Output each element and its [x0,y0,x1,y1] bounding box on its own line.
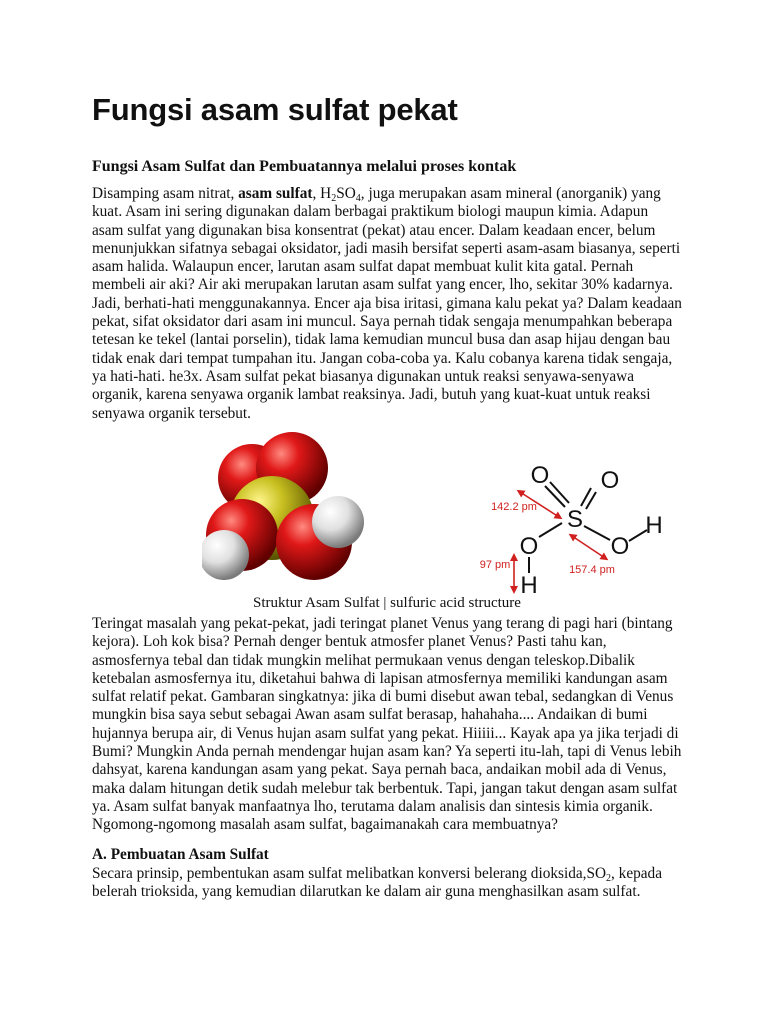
article-subtitle: Fungsi Asam Sulfat dan Pembuatannya melalui proses kontak [92,158,517,175]
label-dist-so2: 157.4 pm [569,564,615,576]
molecule-figure [202,430,682,600]
hydrogen-atom-right [312,496,364,548]
intro-formula-sub1: 2 [331,193,337,204]
pembuatan-text-before: Secara prinsip, pembentukan asam sulfat melibatkan konversi belerang dioksida,SO [92,865,607,882]
label-o-top-left: O [530,462,550,489]
paragraph-intro [92,185,682,423]
intro-bold-term: asam sulfat [238,185,313,202]
label-o-top-right: O [600,467,620,494]
pembuatan-sub: 2 [606,873,612,884]
paragraph-venus: Teringat masalah yang pekat-pekat, jadi teringat planet Venus yang terang di pagi hari (bintang kejora). Loh kok bisa? Pernah denger bentuk atmosfer planet Venus? Pasti tahu kan, asmosfernya tebal dan tidak mungkin melihat permukaan venus dengan teleskop.Dibalik ketebalan asmosfernya itu, diketahui bahwa di lapisan atmosfernya memiliki kandungan asam sulfat relatif pekat. Gambaran singkatnya: jika di bumi disebut awan tebal, sedangkan di Venus mungkin bisa saya sebut sebagai Awan asam sulfat berasap, hahahaha.... Andaikan di bumi hujannya berupa air, di Venus hujan asam sulfat yang pekat. Hiiiii... Kayak apa ya jika terjadi di Bumi? Mungkin Anda pernah mendengar hujan asam kan? Ya seperti itu-lah, tapi di Venus lebih dahsyat, karena kandungan asam yang pekat. Saya pernah baca, andaikan mobil ada di Venus, maka dalam hitungan detik sudah melebur tak berbentuk. Tapi, jangan takut dengan asam sulfat ya. Asam sulfat banyak manfaatnya lho, terutama dalam analisis dan sintesis kimia organik. Ngomong-ngomong masalah asam sulfat, bagaimanakah cara membuatnya? [92,615,682,834]
label-dist-oh: 97 pm [479,559,511,571]
pembuatan-text-after: , kepada belerah trioksida, yang kemudian dilarutkan ke dalam air guna menghasilkan asam sulfat. [92,865,662,901]
paragraph-pembuatan [92,865,682,902]
figure-caption: Struktur Asam Sulfat | sulfuric acid structure [253,595,521,611]
label-h-bottom: H [520,572,538,599]
page-title: Fungsi asam sulfat pekat [92,92,458,127]
intro-lead: Disamping asam nitrat, [92,185,239,202]
label-s: S [566,506,584,533]
label-o-left: O [519,533,539,560]
label-h-right: H [645,512,663,539]
label-o-right: O [610,533,630,560]
section-heading-a: A. Pembuatan Asam Sulfat [92,846,269,863]
intro-formula-so: SO [336,185,356,202]
intro-formula-sub2: 4 [355,193,361,204]
sulfuric-acid-illustration [202,430,682,600]
label-dist-so: 142.2 pm [491,501,537,513]
intro-rest: , juga merupakan asam mineral (anorganik) yang kuat. Asam ini sering digunakan dalam berbagai praktikum biologi maupun kimia. Adapun asam sulfat yang digunakan bisa konsentrat (pekat) atau encer. Dalam keadaan encer, belum menunjukkan sifatnya sebagai oksidator, jadi masih bersifat seperti asam-asam biasanya, seperti asam halida. Walaupun encer, larutan asam sulfat dapat membuat kulit kita gatal. Pernah membeli air aki? Air aki merupakan larutan asam sulfat yang encer, lho, sekitar 30% kadarnya. Jadi, berhati-hati menggunakannya. Encer aja bisa iritasi, gimana kalu pekat ya? Dalam keadaan pekat, sifat oksidator dari asam ini muncul. Saya pernah tidak sengaja menumpahkan beberapa tetesan ke tekel (lantai porselin), tidak lama kemudian muncul busa dan asap hijau dengan bau tidak enak dari tempat tumpahan itu. Jangan coba-coba ya. Kalu cobanya karena tidak sengaja, ya hati-hati. he3x. Asam sulfat pekat biasanya digunakan untuk reaksi senyawa-senyawa organik, karena senyawa organik lambat reaksinya. Jadi, butuh yang kuat-kuat untuk reaksi senyawa organik tersebut. [92,185,682,422]
space-filling-model [202,432,364,580]
intro-formula-h: , H [312,185,332,202]
